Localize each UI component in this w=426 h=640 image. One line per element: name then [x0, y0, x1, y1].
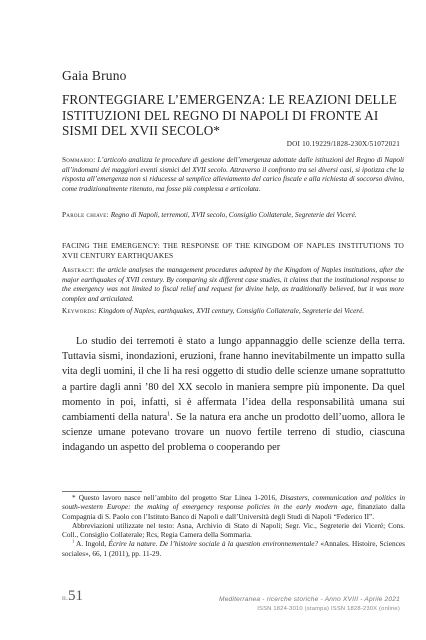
- abstract-italian-text: L’articolo analizza le procedure di gestione dell’emergenza adottate dalle istituzioni del Regno di Napoli all’indomani dei maggiori eventi sismici del XVII secolo. Attraverso il confronto tra sei diversi casi, si ipotizza che la risposta all’emergenza non si riducesse al semplice alleviamento del carico fiscale e alla richiesta di soccorso divino, come tradizionalmente ritenuto, ma fosse più complessa e articolata.: [62, 156, 405, 193]
- keywords-english-text: Kingdom of Naples, earthquakes, XVII century, Consiglio Collaterale, Segreterie dei Viceré.: [98, 307, 365, 315]
- page-number-prefix: n.: [62, 593, 69, 602]
- body-text-part1: Lo studio dei terremoti è stato a lungo appannaggio delle scienze della terra. Tuttavia sismi, inondazioni, eruzioni, frane hanno inevitabilmente un impatto sulla vita degli uomini, il che li ha resi oggetto di studio delle scienze umane soprattutto a partire dagli anni ’80 del XX secolo in maniera sempre più imponente. Da quel momento in poi, infatti, si è affermata l’idea della responsabilità umana sui cambiamenti della natura: [62, 336, 405, 424]
- abstract-italian-label: Sommario:: [62, 156, 96, 164]
- page-number-value: 51: [68, 588, 84, 604]
- keywords-italian-text: Regno di Napoli, terremoti, XVII secolo, Consiglio Collaterale, Segreterie dei Viceré.: [110, 211, 357, 219]
- keywords-english-label: Keywords:: [62, 307, 97, 315]
- body-paragraph: [62, 334, 405, 456]
- page-number: [62, 588, 83, 605]
- english-title: FACING THE EMERGENCY: THE RESPONSE OF THE KINGDOM OF NAPLES INSTITUTIONS TO XVII CENTURY EARTHQUAKES: [62, 241, 404, 260]
- footnotes: [62, 493, 405, 558]
- keywords-english: [62, 307, 404, 317]
- author-name: Gaia Bruno: [62, 68, 127, 83]
- article-title: FRONTEGGIARE L’EMERGENZA: LE REAZIONI DELLE ISTITUZIONI DEL REGNO DI NAPOLI DI FRONTE AI SISMI DEL XVII SECOLO*: [62, 92, 397, 138]
- footnote-divider: [62, 491, 142, 492]
- footnote-abbreviations: Abbreviazioni utilizzate nel testo: Asna, Archivio di Stato di Napoli; Segr. Vic., Segreterie dei Viceré; Cons. Coll., Consiglio Collaterale; Rcs, Regia Camera della Sommaria.: [62, 520, 405, 540]
- doi: DOI 10.19229/1828-230X/51072021: [286, 140, 400, 148]
- body-text-part2: . Se la natura era anche un prodotto dell’uomo, allora le scienze umane potevano trovare un nuovo fertile terreno di studio, ciascuna indagando un aspetto del problema o cooperando per: [62, 412, 405, 454]
- footnote-star: * Questo lavoro nasce nell’ambito del progetto Star Linea 1-2016, Disasters, communication and politics in south-western Europe: the making of emergency response policies in the early modern age, finanziato dalla Compagnia di S. Paolo con l’Istituto Banco di Napoli e dall’Università degli Studi di Napoli “Federico II”.: [62, 493, 405, 521]
- abstract-english-text: the article analyses the management procedures adopted by the Kingdom of Naples institutions, after the major earthquakes of XVII century. By comparing six different case studies, it claims that the institutional response to the emergency was not limited to fiscal relief and request for divine help, as traditionally believed, but it was more complex and articulated.: [62, 266, 405, 303]
- abstract-english-label: Abstract:: [62, 266, 95, 274]
- journal-info: Mediterranea - ricerche storiche - Anno XVIII - Aprile 2021: [219, 596, 400, 603]
- footnote-1: $^1$ A. Ingold, Écrire la nature. De l’histoire sociale à la question environnementale? «Annales. Histoire, Sciences sociales», 66, 1 (2011), pp. 11-29.: [62, 539, 406, 558]
- abstract-italian: [62, 156, 404, 194]
- footnote-ref-1[interactable]: 1: [167, 410, 171, 418]
- abstract-english: [62, 266, 404, 304]
- keywords-italian: [62, 211, 404, 221]
- issn-info: ISSN 1824-3010 (stampa) ISSN 1828-230X (online): [257, 606, 400, 612]
- keywords-italian-label: Parole chiave:: [62, 211, 109, 219]
